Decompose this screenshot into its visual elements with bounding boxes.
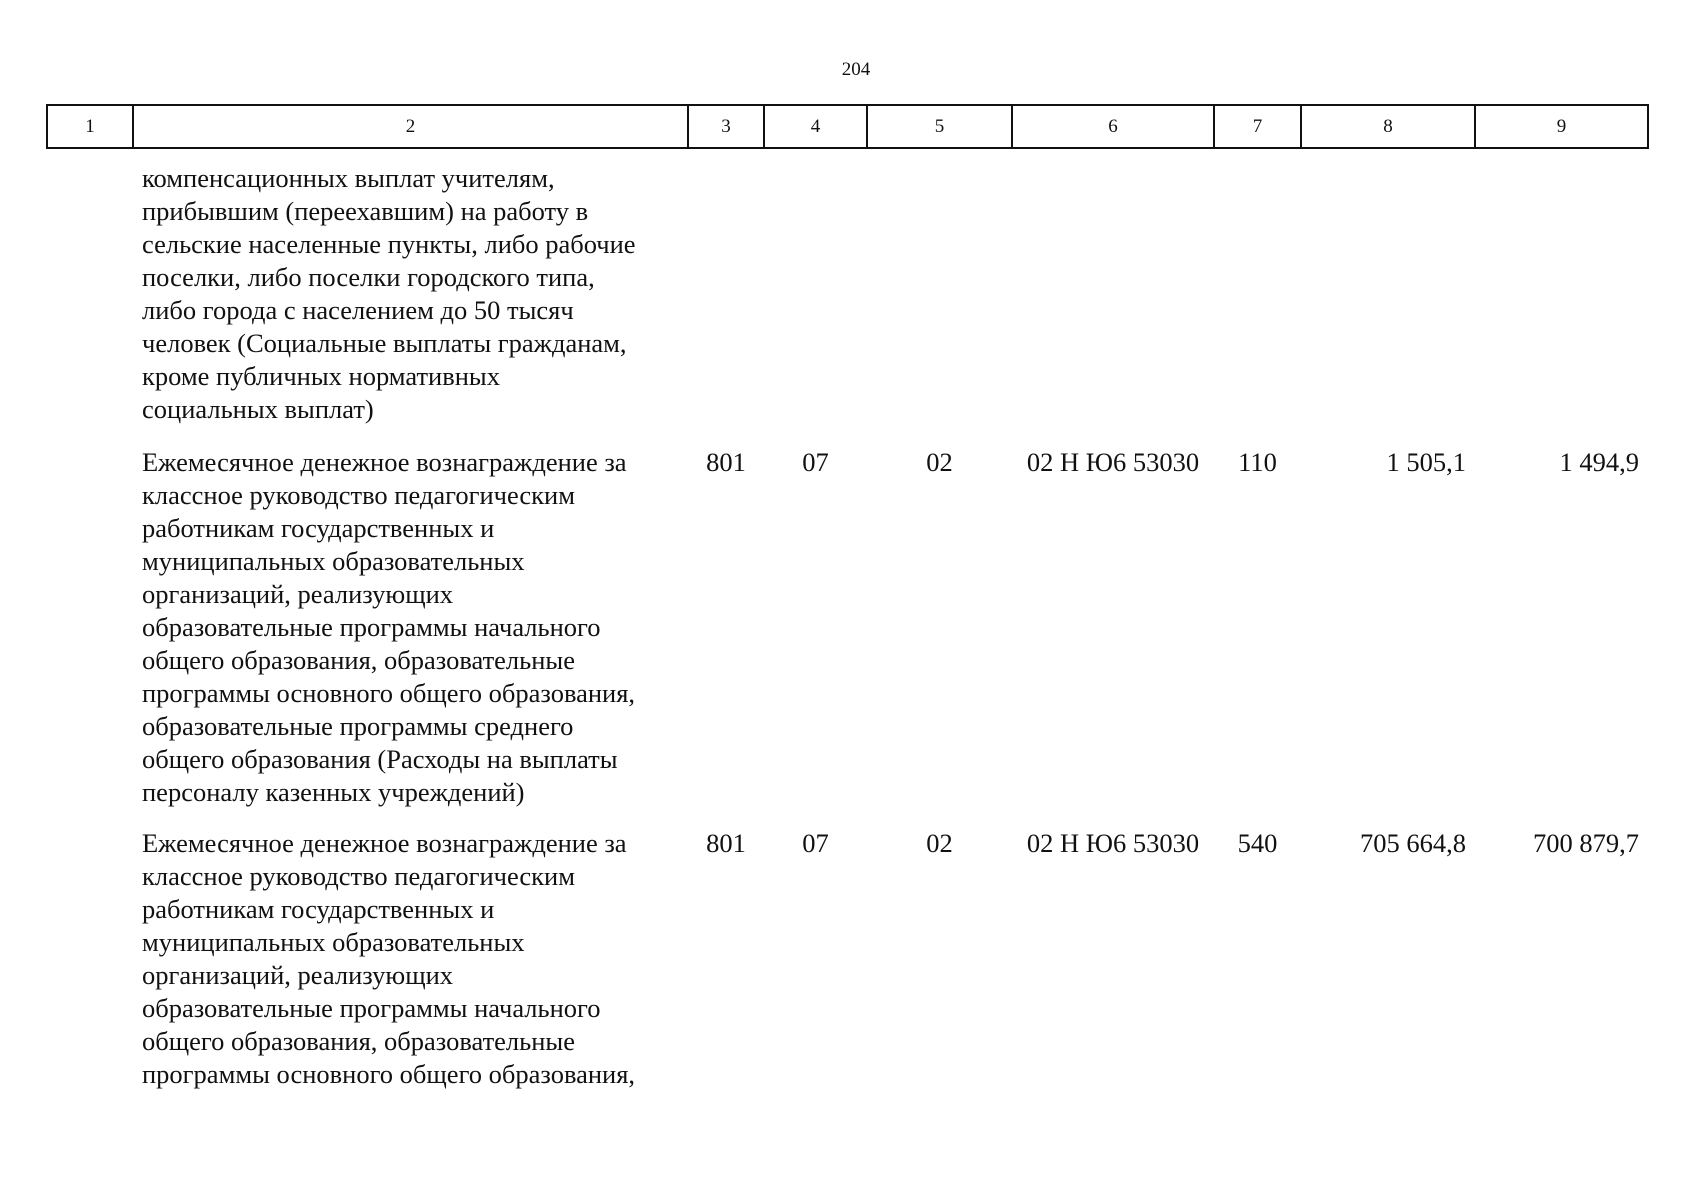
ministry-code: 801	[706, 828, 746, 858]
expense-type-code	[1214, 148, 1301, 444]
expense-type-code: 110	[1238, 447, 1277, 477]
header-col-1: 1	[47, 105, 133, 148]
amount-col-9	[1475, 148, 1648, 444]
name-line: организаций, реализующих	[142, 960, 454, 990]
header-col-8: 8	[1301, 105, 1475, 148]
page-number: 204	[841, 59, 871, 80]
header-col-2: 2	[133, 105, 688, 148]
amount-col-8: 1 505,1	[1386, 447, 1466, 477]
name-line: муниципальных образовательных	[142, 927, 525, 957]
expense-name	[133, 148, 688, 444]
name-line: общего образования, образовательные	[142, 645, 575, 675]
name-line: поселки, либо поселки городского типа,	[142, 262, 595, 292]
budget-table	[46, 104, 1649, 1107]
header-col-5: 5	[867, 105, 1012, 148]
header-row	[47, 105, 1648, 148]
expense-name	[133, 825, 688, 1107]
ministry-code: 801	[706, 447, 746, 477]
name-line: Ежемесячное денежное вознаграждение за	[142, 828, 627, 858]
amount-col-9: 1 494,9	[1559, 447, 1639, 477]
name-line: образовательные программы начального	[142, 993, 601, 1023]
name-line: социальных выплат)	[142, 394, 374, 424]
expense-name	[133, 444, 688, 825]
name-line: классное руководство педагогическим	[142, 861, 575, 891]
name-line: человек (Социальные выплаты гражданам,	[142, 328, 627, 358]
table-row	[47, 148, 1648, 444]
name-line: общего образования, образовательные	[142, 1026, 575, 1056]
name-line: общего образования (Расходы на выплаты	[142, 744, 618, 774]
subsection-code	[867, 148, 1012, 444]
name-line: компенсационных выплат учителям,	[142, 163, 555, 193]
name-line: персоналу казенных учреждений)	[142, 777, 525, 807]
table-body	[47, 148, 1648, 1107]
section-code: 07	[802, 828, 829, 858]
header-col-6: 6	[1012, 105, 1214, 148]
target-article-code	[1012, 148, 1214, 444]
amount-col-8: 705 664,8	[1360, 828, 1466, 858]
name-line: сельские населенные пункты, либо рабочие	[142, 229, 636, 259]
name-line: муниципальных образовательных	[142, 546, 525, 576]
name-line: либо города с населением до 50 тысяч	[142, 295, 574, 325]
ministry-code	[688, 148, 764, 444]
name-line: Ежемесячное денежное вознаграждение за	[142, 447, 627, 477]
name-line: образовательные программы среднего	[142, 711, 574, 741]
table-row	[47, 825, 1648, 1107]
expense-type-code: 540	[1237, 828, 1278, 858]
header-col-9: 9	[1475, 105, 1648, 148]
header-col-4: 4	[764, 105, 867, 148]
section-code	[764, 148, 867, 444]
target-article-code: 02 Н Ю6 53030	[1026, 447, 1200, 477]
target-article-code: 02 Н Ю6 53030	[1026, 828, 1200, 858]
row-index-cell	[47, 148, 133, 444]
amount-col-9: 700 879,7	[1533, 828, 1639, 858]
section-code: 07	[802, 447, 829, 477]
name-line: программы основного общего образования,	[142, 678, 636, 708]
header-col-7: 7	[1214, 105, 1301, 148]
name-line: классное руководство педагогическим	[142, 480, 575, 510]
name-line: работникам государственных и	[142, 894, 495, 924]
name-line: прибывшим (переехавшим) на работу в	[142, 196, 589, 226]
row-index-cell	[47, 444, 133, 825]
subsection-code: 02	[926, 447, 953, 477]
name-line: программы основного общего образования,	[142, 1059, 636, 1089]
name-line: кроме публичных нормативных	[142, 361, 500, 391]
table-row	[47, 444, 1648, 825]
name-line: работникам государственных и	[142, 513, 495, 543]
header-col-3: 3	[688, 105, 764, 148]
subsection-code: 02	[926, 828, 953, 858]
name-line: образовательные программы начального	[142, 612, 601, 642]
table-header	[47, 105, 1648, 148]
row-index-cell	[47, 825, 133, 1107]
name-line: организаций, реализующих	[142, 579, 454, 609]
amount-col-8	[1301, 148, 1475, 444]
